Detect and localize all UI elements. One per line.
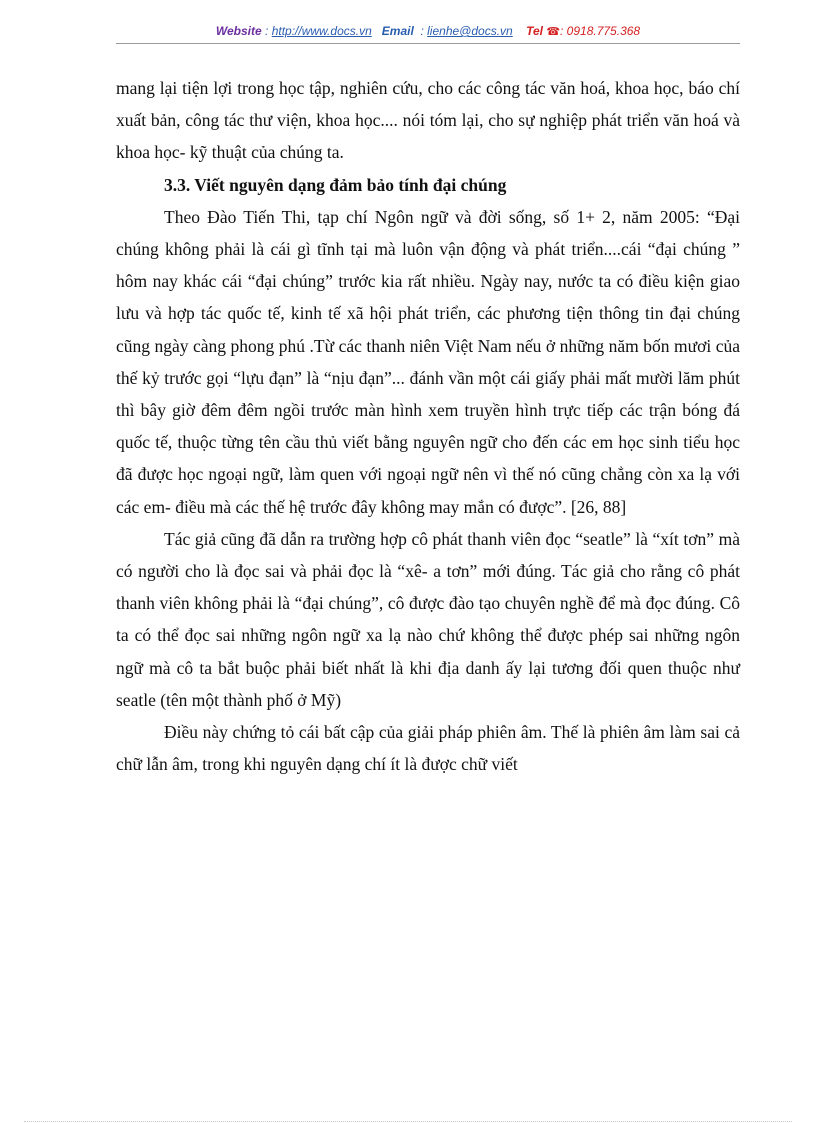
website-label: Website [215,24,262,38]
document-body [116,72,740,780]
paragraph-3: Tác giả cũng đã dẫn ra trường hợp cô phát thanh viên đọc “seatle” là “xít tơn” mà có người cho là đọc sai và phải đọc là “xê- a tơn” mới đúng. Tác giả cho rằng cô phát thanh viên không phải là “đại chúng”, cô được đào tạo chuyên nghề để mà đọc đúng. Cô ta có thể đọc sai những ngôn ngữ xa lạ nào chứ không thể được phép sai những ngôn ngữ mà cô ta bắt buộc phải biết nhất là khi địa danh ấy lại tương đối quen thuộc như seatle (tên một thành phố ở Mỹ) [116,528,740,710]
page-bottom-border [24,1121,792,1122]
paragraph-4: Điều này chứng tỏ cái bất cập của giải pháp phiên âm. Thế là phiên âm làm sai cả chữ lẫn âm, trong khi nguyên dạng chí ít là được chữ viết [116,722,740,775]
website-separator: : [261,24,272,38]
tel-label: Tel [526,24,543,38]
phone-number: : 0918.775.368 [560,24,641,38]
phone-icon: ☎ [546,26,561,38]
paragraph-1: mang lại tiện lợi trong học tập, nghiên cứu, cho các công tác văn hoá, khoa học, báo chí xuất bản, công tác thư viện, khoa học.... nói tóm lại, cho sự nghiệp phát triển văn hoá và khoa học- kỹ thuật của chúng ta. [116,78,740,163]
header-divider [116,43,740,44]
website-link[interactable]: http://www.docs.vn [271,24,372,38]
paragraph-2: Theo Đào Tiến Thi, tạp chí Ngôn ngữ và đời sống, số 1+ 2, năm 2005: “Đại chúng không phải là cái gì tĩnh tại mà luôn vận động và phát triển....cái “đại chúng ” hôm nay khác cái “đại chúng” trước kia rất nhiều. Ngày nay, nước ta có điều kiện giao lưu và hợp tác quốc tế, kinh tế xã hội phát triển, các phương tiện thông tin đại chúng cũng ngày càng phong phú .Từ các thanh niên Việt Nam nếu ở những năm bốn mươi của thế kỷ trước gọi “lựu đạn” là “nịu đạn”... đánh vần một cái giấy phải mất mười lăm phút thì bây giờ đêm đêm ngồi trước màn hình xem truyền hình trực tiếp các trận bóng đá quốc tế, thuộc từng tên cầu thủ viết bằng nguyên ngữ cho đến các em học sinh tiểu học đã được học ngoại ngữ, làm quen với ngoại ngữ nên vì thế nó cũng chẳng còn xa lạ với các em- điều mà các thế hệ trước đây không may mắn có được”. [26, 88] [116,206,740,517]
email-separator: : [417,24,428,38]
section-heading: 3.3. Viết nguyên dạng đảm bảo tính đại chúng [164,174,507,195]
email-label: Email [381,24,414,38]
page-header [116,24,740,38]
email-link[interactable]: lienhe@docs.vn [427,24,513,38]
